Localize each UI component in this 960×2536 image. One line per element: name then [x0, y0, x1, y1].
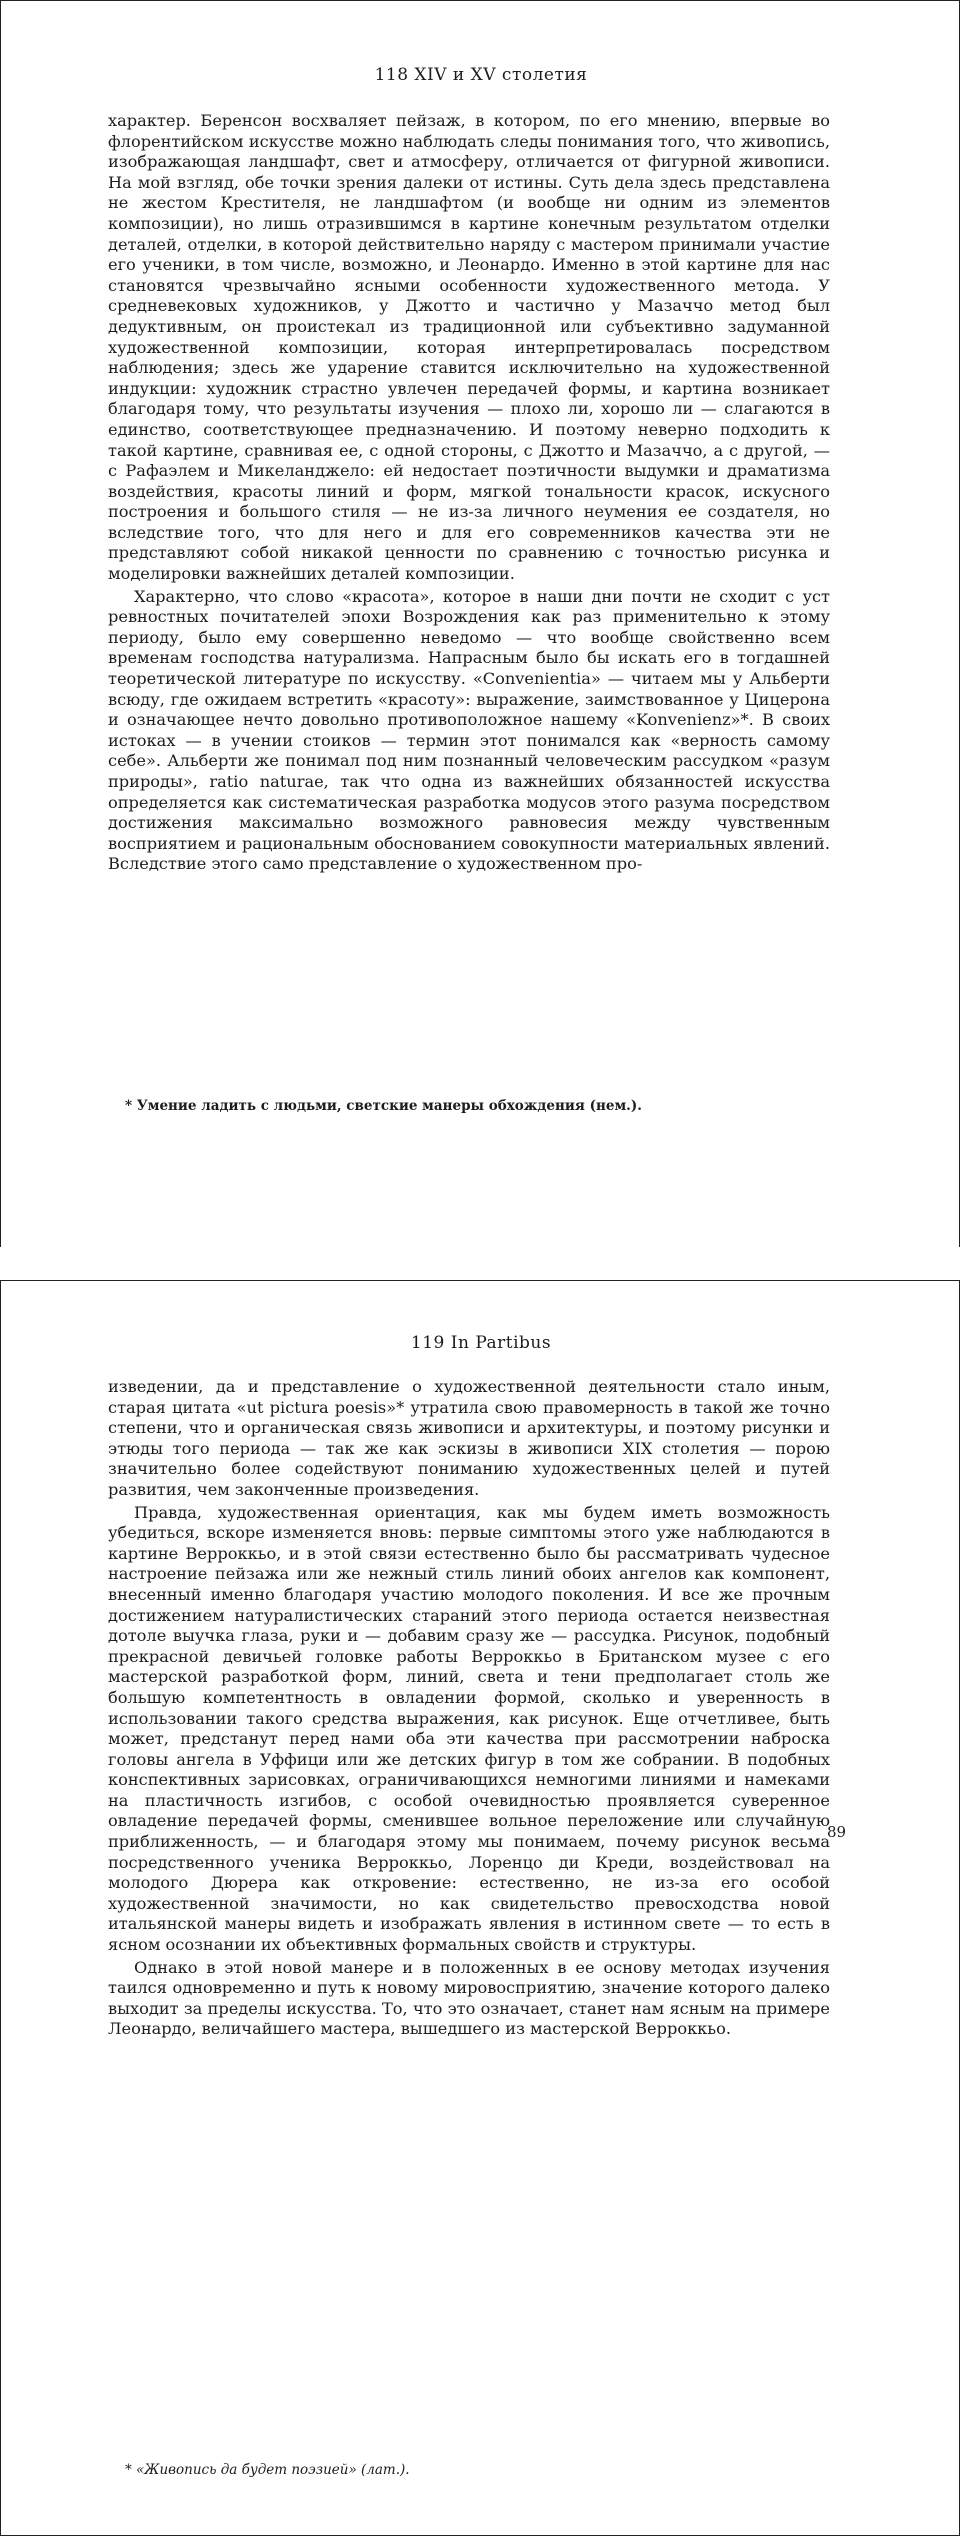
- footnote: * Умение ладить с людьми, светские манеры обхождения (нем.).: [125, 1098, 642, 1114]
- running-head: 118 XIV и XV столетия: [374, 65, 588, 85]
- book-page-119: [0, 1280, 960, 2536]
- paragraph: Однако в этой новой манере и в положенных в ее основу методах изучения таился одновременно и путь к новому мировосприятию, значение которого далеко выходит за пределы искусства. То, что это означает, станет нам ясным на примере Леонардо, величайшего мастера, вышедшего из мастерской Верроккьо.: [108, 1957, 830, 2039]
- page-gap: [0, 1247, 960, 1280]
- paragraph: изведении, да и представление о художественной деятельности стало иным, старая цитата «ut pictura poesis»* утратила свою правомерность в такой же точно степени, что и органическая связь живописи и архитектуры, и поэтому рисунки и этюды того периода — так же как эскизы в живописи XIX столетия — порою значительно более содействуют пониманию художественных целей и путей развития, чем законченные произведения.: [108, 1377, 830, 1499]
- paragraph: характер. Беренсон восхваляет пейзаж, в котором, по его мнению, впервые во флорентийском искусстве можно наблюдать следы понимания того, что живопись, изображающая ландшафт, свет и атмосферу, отличается от фигурной живописи. На мой взгляд, обе точки зрения далеки от истины. Суть дела здесь представлена не жестом Крестителя, не ландшафтом (и вообще ни одним из элементов композиции), но лишь отразившимся в картине конечным результатом отделки деталей, отделки, в которой действительно наряду с мастером принимали участие его ученики, в том числе, возможно, и Леонардо. Именно в этой картине для нас становятся чрезвычайно ясными особенности художественного метода. У средневековых художников, у Джотто и частично у Мазаччо метод был дедуктивным, он проистекал из традиционной или субъективно задуманной художественной композиции, которая интерпретировалась посредством наблюдения; здесь же ударение ставится исключительно на художественной индукции: художник страстно увлечен передачей формы, и картина возникает благодаря тому, что результаты изучения — плохо ли, хорошо ли — слагаются в единство, соответствующее предназначению. И поэтому неверно подходить к такой картине, сравнивая ее, с одной стороны, с Джотто и Мазаччо, а с другой, — с Рафаэлем и Микеланджело: ей недостает поэтичности выдумки и драматизма воздействия, красоты линий и форм, мягкой тональности красок, искусного построения и большого стиля — не из-за личного неумения ее создателя, но вследствие того, что для него и для его современников качества эти не представляют собой никакой ценности по сравнению с точностью рисунка и моделировки важнейших деталей композиции.: [108, 111, 830, 584]
- page-body: [108, 1377, 830, 2040]
- paragraph: Характерно, что слово «красота», которое в наши дни почти не сходит с уст ревностных почитателей эпохи Возрождения как раз применительно к этому периоду, было ему совершенно неведомо — что вообще свойственно всем временам господства натурализма. Напрасным было бы искать его в тогдашней теоретической литературе по искусству. «Convenientia» — читаем мы у Альберти всюду, где ожидаем встретить «красоту»: выражение, заимствованное у Цицерона и означающее нечто довольно противоположное нашему «Konvenienz»*. В своих истоках — в учении стоиков — термин этот понимался как «верность самому себе». Альберти же понимал под ним познанный человеческим рассудком «разум природы», ratio naturae, так что одна из важнейших обязанностей искусства определяется как систематическая разработка модусов этого разума посредством достижения максимально возможного равновесия между чувственным восприятием и рациональным обоснованием совокупности материальных явлений. Вследствие этого само представление о художественном про-: [108, 586, 830, 874]
- book-page-118: [0, 0, 960, 1248]
- running-head: 119 In Partibus: [410, 1333, 552, 1353]
- paragraph: Правда, художественная ориентация, как мы будем иметь возможность убедиться, вскоре изменяется вновь: первые симптомы этого уже наблюдаются в картине Верроккьо, и в этой связи естественно было бы рассматривать чудесное настроение пейзажа или же нежный стиль линий обоих ангелов как компонент, внесенный именно благодаря участию молодого поколения. И все же прочным достижением натуралистических стараний этого периода остается неизвестная дотоле выучка глаза, руки и — добавим сразу же — рассудка. Рисунок, подобный прекрасной девичьей головке работы Верроккьо в Британском музее с его мастерской разработкой форм, линий, света и тени предполагает столь же большую компетентность в овладении формой, сколько и уверенность в использовании такого средства выражения, как рисунок. Еще отчетливее, быть может, предстанут перед нами оба эти качества при рассмотрении наброска головы ангела в Уффици или же детских фигур в том же собрании. В подобных конспективных зарисовках, ограничивающихся немногими линиями и намеками на пластичность изгибов, с особой очевидностью проявляется суверенное овладение передачей формы, сменившее вольное переложение или случайную приближенность, — и благодаря этому мы понимаем, почему рисунок весьма посредственного ученика Верроккьо, Лоренцо ди Креди, воздействовал на молодого Дюрера как откровение: естественно, не из-за его особой художественной значимости, но как свидетельство превосходства новой итальянской манеры видеть и изображать явления в истинном свете — то есть в ясном осознании их объективных формальных свойств и структуры.: [108, 1502, 830, 1955]
- margin-page-number: 89: [827, 1823, 847, 1841]
- page-body: [108, 111, 830, 875]
- footnote: * «Живопись да будет поэзией» (лат.).: [125, 2462, 410, 2478]
